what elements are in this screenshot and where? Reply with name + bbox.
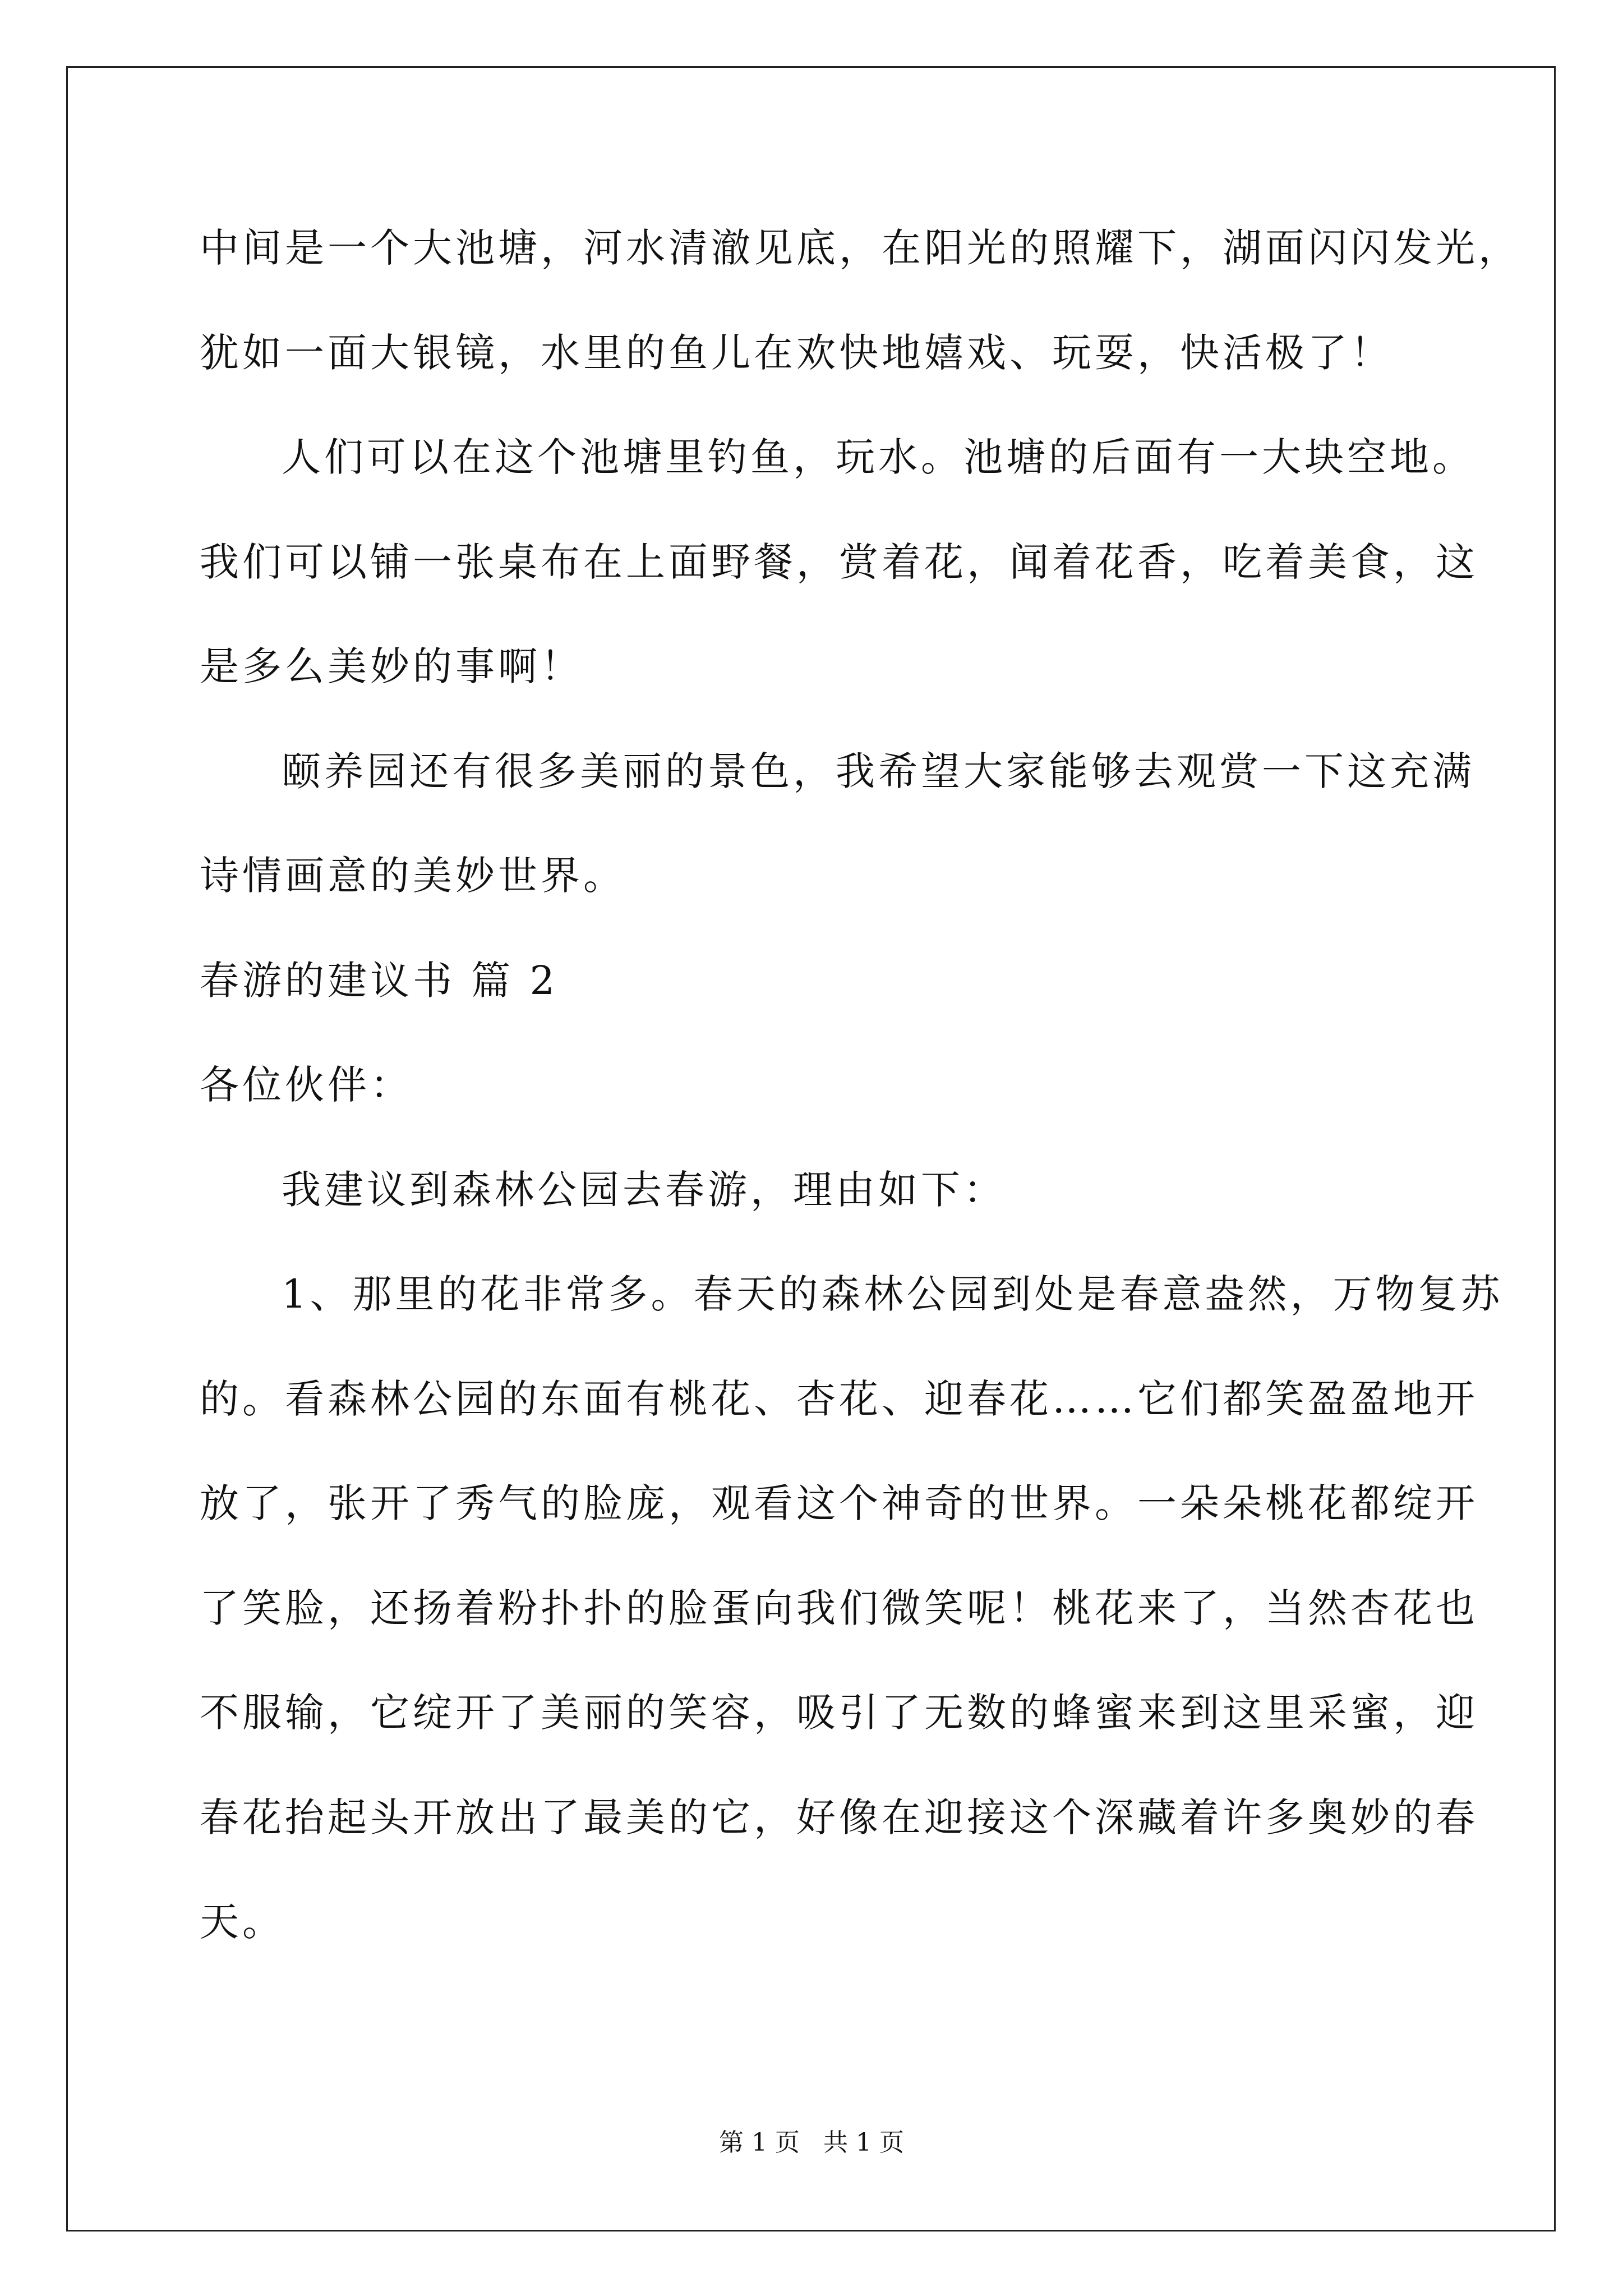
page-border <box>66 66 1556 2231</box>
text-line: 了笑脸，还扬着粉扑扑的脸蛋向我们微笑呢！桃花来了，当然杏花也 <box>200 1585 1478 1631</box>
text-line: 是多么美妙的事啊！ <box>200 643 583 689</box>
text-line: 诗情画意的美妙世界。 <box>200 853 626 899</box>
text-line: 我们可以铺一张桌布在上面野餐，赏着花，闻着花香，吃着美食，这 <box>200 539 1478 585</box>
text-line: 不服输，它绽开了美丽的笑容，吸引了无数的蜂蜜来到这里采蜜，迎 <box>200 1690 1478 1736</box>
text-line: 人们可以在这个池塘里钓鱼，玩水。池塘的后面有一大块空地。 <box>282 434 1475 480</box>
text-line: 颐养园还有很多美丽的景色，我希望大家能够去观赏一下这充满 <box>282 748 1475 794</box>
text-line: 1、那里的花非常多。春天的森林公园到处是春意盎然，万物复苏 <box>282 1271 1504 1317</box>
text-line: 犹如一面大银镜，水里的鱼儿在欢快地嬉戏、玩耍，快活极了！ <box>200 330 1393 376</box>
section-heading: 春游的建议书 篇 2 <box>200 958 559 1004</box>
text-line: 我建议到森林公园去春游，理由如下： <box>282 1167 1006 1213</box>
text-line: 天。 <box>200 1899 285 1945</box>
text-line: 放了，张开了秀气的脸庞，观看这个神奇的世界。一朵朵桃花都绽开 <box>200 1480 1478 1526</box>
text-line: 春花抬起头开放出了最美的它，好像在迎接这个深藏着许多奥妙的春 <box>200 1795 1478 1841</box>
page-footer: 第 1 页 共 1 页 <box>719 2128 904 2157</box>
salutation: 各位伙伴： <box>200 1062 413 1108</box>
text-line: 的。看森林公园的东面有桃花、杏花、迎春花……它们都笑盈盈地开 <box>200 1376 1478 1422</box>
text-line: 中间是一个大池塘，河水清澈见底，在阳光的照耀下，湖面闪闪发光， <box>200 225 1521 271</box>
